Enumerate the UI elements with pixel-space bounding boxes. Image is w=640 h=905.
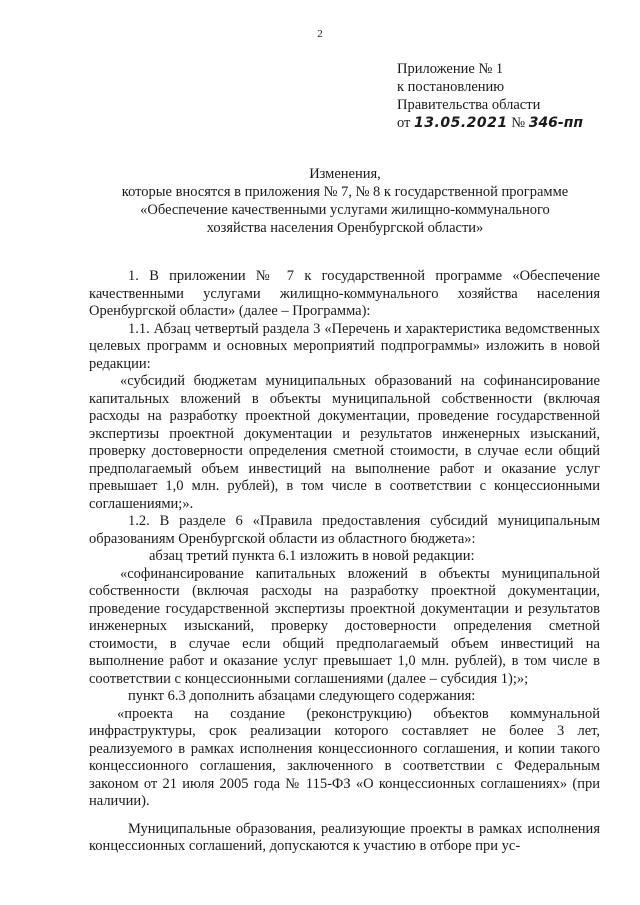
appendix-line-2: к постановлению bbox=[397, 79, 505, 95]
document-title bbox=[80, 165, 610, 237]
paragraph-quote-2: «софинансирование капитальных вложений в объекты муниципальной собственности (включая расходы на разработку проектной документации, проведение государственной экспертизы проектной документации и результатов инженерных изысканий, проверку достоверности определения сметной стоимости, в случае если общий предполагаемый объем инвестиций на выполнение работ и оказание услуг превышает 1,0 млн. рублей), в том числе в соответствии с концессионными соглашениями (далее – субсидия 1);»; bbox=[89, 565, 600, 687]
title-line-3: «Обеспечение качественными услугами жилищно-коммунального bbox=[140, 202, 550, 218]
handwritten-number: 346-пп bbox=[528, 115, 584, 131]
page-number: 2 bbox=[317, 28, 323, 40]
paragraph-quote-1: «субсидий бюджетам муниципальных образований на софинансирование капитальных вложений в объекты муниципальной собственности (включая расходы на разработку проектной документации, проведение государственной экспертизы проектной документации и результатов инженерных изысканий, проверку достоверности определения сметной стоимости, в случае если общий предполагаемый объем инвестиций на выполнение работ и оказание услуг превышает 1,0 млн. рублей), в том числе в соответствии с концессионными соглашениями;». bbox=[89, 373, 600, 512]
appendix-block bbox=[397, 60, 583, 132]
appendix-line-1: Приложение № 1 bbox=[397, 61, 504, 77]
paragraph-quote-3: «проекта на создание (реконструкцию) объектов коммунальной инфраструктуры, срок реализации которого составляет не более 3 лет, реализуемого в рамках исполнения концессионного соглашения, и копии такого концессионного соглашения, заключенного в соответствии с Федеральным законом от 21 июля 2005 года № 115-ФЗ «О концессионных соглашениях» (при наличии). bbox=[89, 705, 600, 809]
title-line-2: которые вносятся в приложения № 7, № 8 к государственной программе bbox=[121, 184, 569, 200]
document-body bbox=[89, 268, 600, 856]
title-heading: Изменения, bbox=[309, 166, 381, 182]
from-prefix: от bbox=[397, 115, 411, 131]
handwritten-date: 13.05.2021 bbox=[414, 115, 508, 131]
appendix-line-3: Правительства области bbox=[397, 97, 541, 113]
paragraph-1-1: 1.1. Абзац четвертый раздела 3 «Перечень и характеристика ведомственных целевых программ и основных мероприятий подпрограммы» изложить в новой редакции: bbox=[89, 320, 600, 372]
title-line-4: хозяйства населения Оренбургской области» bbox=[206, 220, 484, 236]
paragraph-abzac: абзац третий пункта 6.1 изложить в новой редакции: bbox=[149, 548, 475, 564]
paragraph-municipal: Муниципальные образования, реализующие проекты в рамках исполнения концессионных соглашений, допускаются к участию в отборе при ус- bbox=[89, 820, 600, 854]
appendix-date-line bbox=[397, 114, 583, 132]
paragraph-1: 1. В приложении № 7 к государственной программе «Обеспечение качественными услугами жилищно-коммунального хозяйства населения Оренбургской области» (далее – Программа): bbox=[89, 268, 600, 319]
number-sign: № bbox=[511, 115, 526, 131]
paragraph-punkt-6-3: пункт 6.3 дополнить абзацами следующего содержания: bbox=[128, 688, 476, 704]
paragraph-1-2: 1.2. В разделе 6 «Правила предоставления субсидий муниципальным образованиям Оренбургской области из областного бюджета»: bbox=[89, 513, 600, 547]
